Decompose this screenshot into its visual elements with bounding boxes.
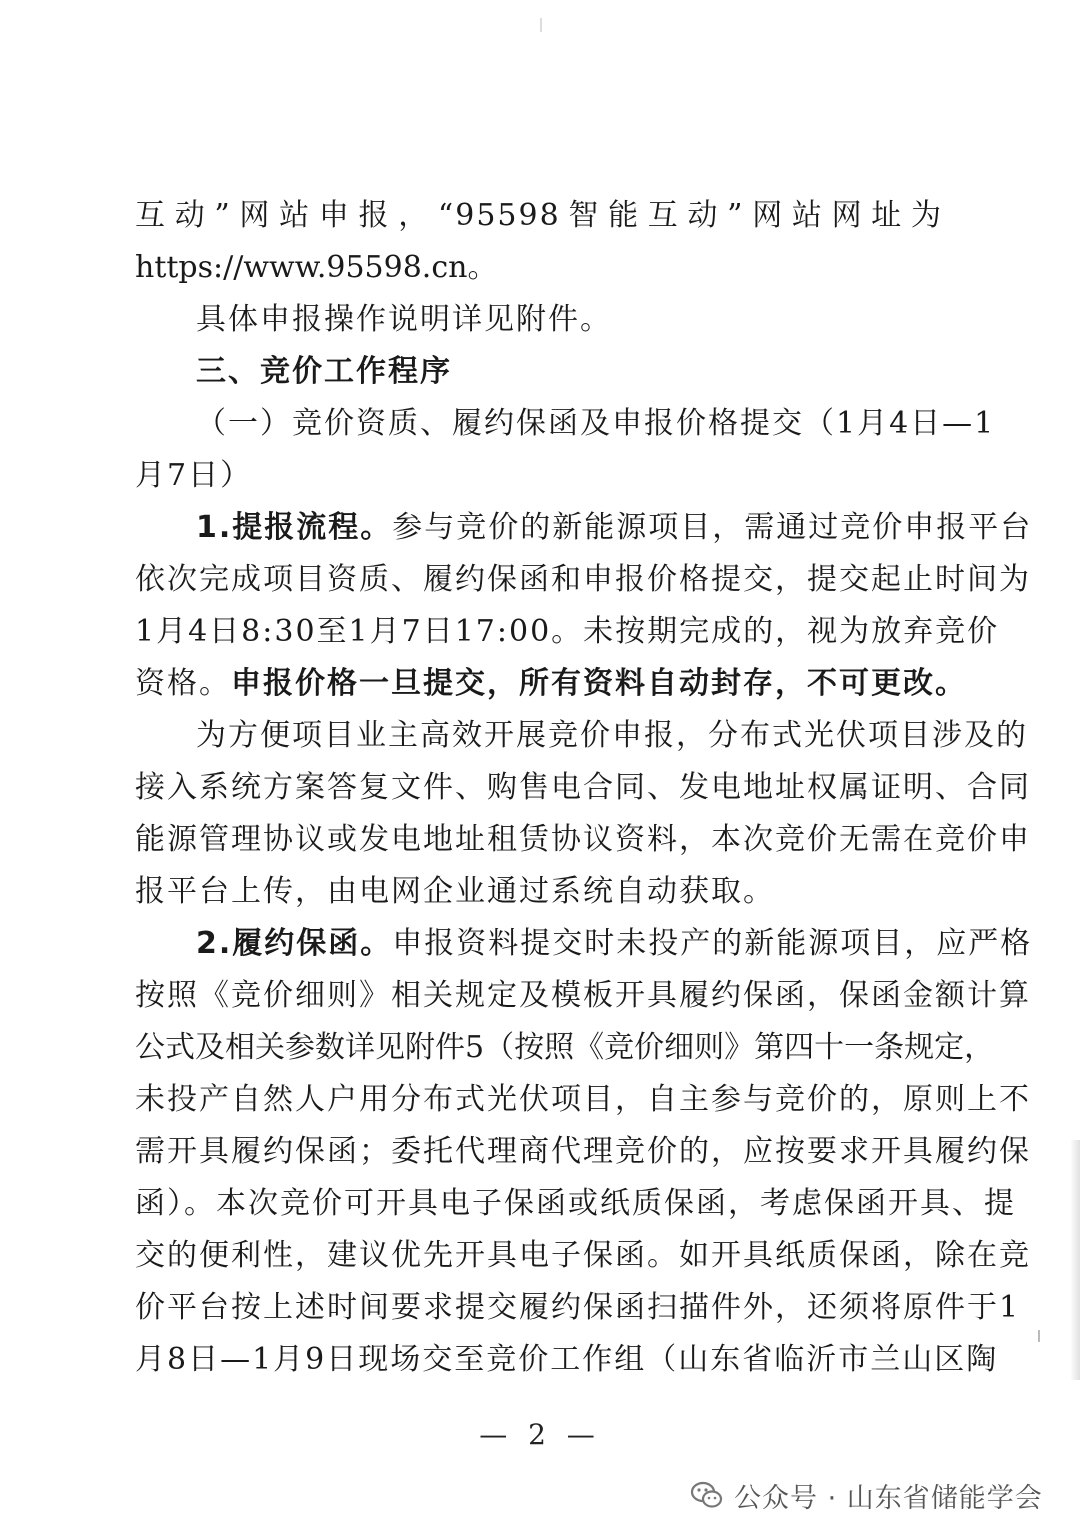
subsection-heading-cont: 月7日） [135, 458, 253, 493]
body-text: 资格。 [135, 666, 231, 701]
page-edge-shadow [1070, 1140, 1080, 1380]
body-line: 按照《竞价细则》相关规定及模板开具履约保函，保函金额计算 [135, 978, 1031, 1013]
body-line: 互动”网站申报，“95598智能互动”网站网址为 [135, 198, 943, 233]
scan-mark [1038, 1330, 1040, 1342]
item2-first-line [196, 918, 1033, 970]
watermark-text: 公众号 · 山东省储能学会 [734, 1482, 1043, 1514]
body-line: 交的便利性，建议优先开具电子保函。如开具纸质保函，除在竞 [135, 1238, 1031, 1273]
watermark [690, 1473, 1043, 1517]
body-line: 为方便项目业主高效开展竞价申报，分布式光伏项目涉及的 [196, 718, 1028, 753]
body-line: 价平台按上述时间要求提交履约保函扫描件外，还须将原件于1 [135, 1290, 1021, 1325]
item1-emphasis: 申报价格一旦提交，所有资料自动封存，不可更改。 [231, 666, 967, 701]
item1-last-line [135, 658, 967, 710]
item2-text: 申报资料提交时未投产的新能源项目，应严格 [392, 926, 1033, 961]
subsection-heading: （一）竞价资质、履约保函及申报价格提交（1月4日—1 [196, 406, 996, 441]
body-line: 1月4日8:30至1月7日17:00。未按期完成的，视为放弃竞价 [135, 614, 1000, 649]
item1-text: 参与竞价的新能源项目，需通过竞价申报平台 [392, 510, 1033, 545]
scan-mark [540, 18, 542, 32]
item2-title: 2.履约保函。 [196, 926, 393, 961]
page-number: — 2 — [479, 1418, 601, 1451]
body-line: https://www.95598.cn。 [135, 250, 498, 285]
section-heading: 三、竞价工作程序 [196, 354, 452, 389]
wechat-icon [690, 1478, 724, 1512]
body-line: 报平台上传，由电网企业通过系统自动获取。 [135, 874, 775, 909]
body-line: 需开具履约保函；委托代理商代理竞价的，应按要求开具履约保 [135, 1134, 1031, 1169]
body-line: 未投产自然人户用分布式光伏项目，自主参与竞价的，原则上不 [135, 1082, 1031, 1117]
body-line: 能源管理协议或发电地址租赁协议资料，本次竞价无需在竞价申 [135, 822, 1031, 857]
item1-title: 1.提报流程。 [196, 510, 393, 545]
body-line: 公式及相关参数详见附件5（按照《竞价细则》第四十一条规定， [135, 1030, 995, 1065]
body-line: 具体申报操作说明详见附件。 [196, 302, 612, 337]
item1-first-line [196, 502, 1033, 554]
body-line: 接入系统方案答复文件、购售电合同、发电地址权属证明、合同 [135, 770, 1031, 805]
body-line: 月8日—1月9日现场交至竞价工作组（山东省临沂市兰山区陶 [135, 1342, 999, 1377]
body-line: 依次完成项目资质、履约保函和申报价格提交，提交起止时间为 [135, 562, 1031, 597]
body-line: 函）。本次竞价可开具电子保函或纸质保函，考虑保函开具、提 [135, 1186, 1016, 1221]
